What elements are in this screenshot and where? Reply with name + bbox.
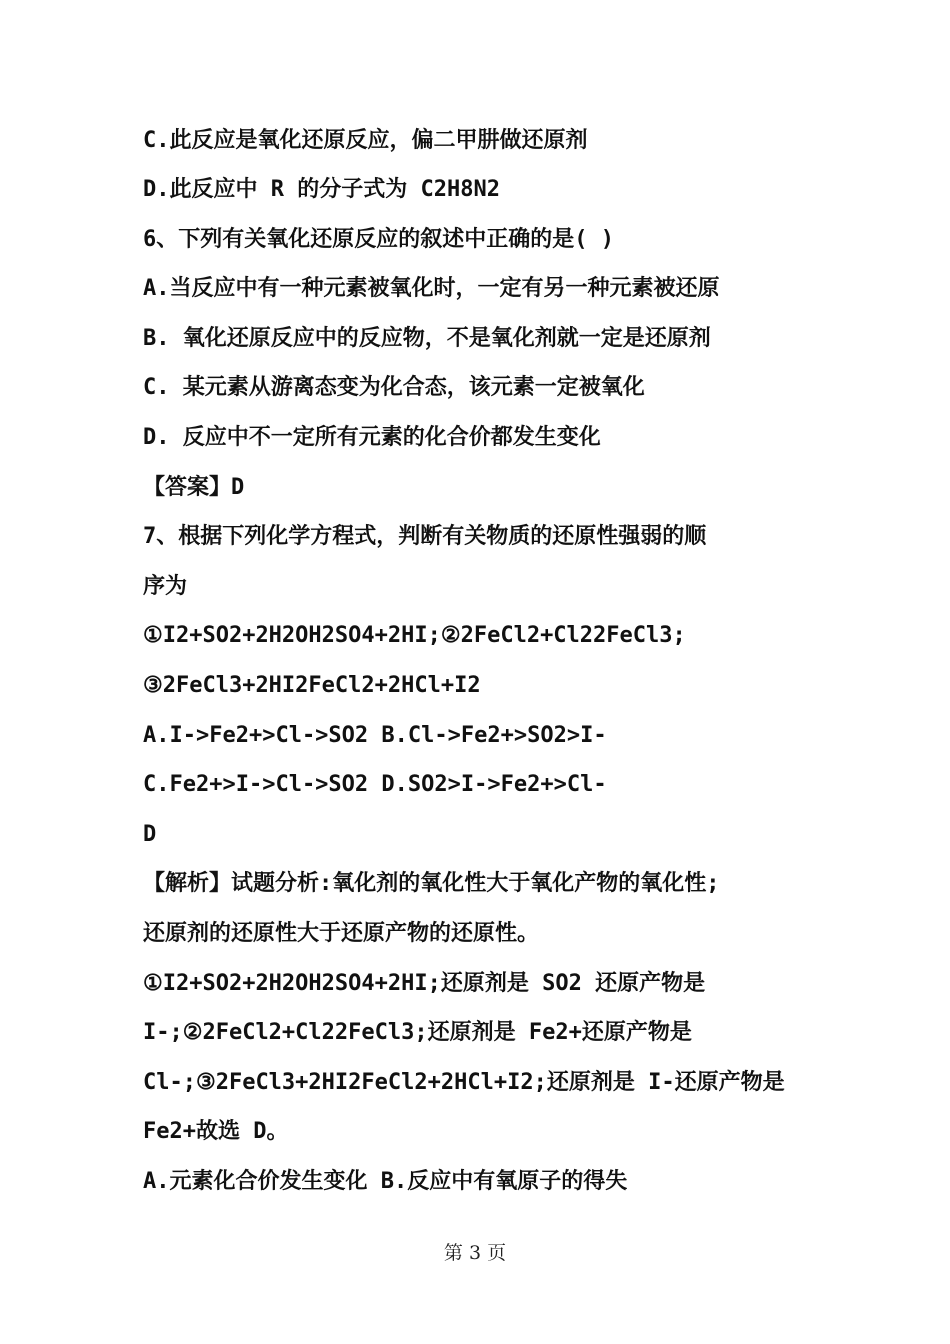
option-d-q6: D. 反应中不一定所有元素的化合价都发生变化 [143, 425, 601, 450]
question-7-stem-continued: 序为 [143, 574, 188, 599]
equations-1-2: ①I2+SO2+2H2OH2SO4+2HI;②2FeCl2+Cl22FeCl3; [143, 623, 686, 648]
analysis-line-2: 还原剂的还原性大于还原产物的还原性。 [143, 921, 540, 946]
answer-q6: 【答案】D [143, 475, 245, 500]
option-c-q6: C. 某元素从游离态变为化合态，该元素一定被氧化 [143, 375, 645, 400]
next-question-options: A.元素化合价发生变化 B.反应中有氧原子的得失 [143, 1169, 628, 1194]
analysis-equation-1: ①I2+SO2+2H2OH2SO4+2HI;还原剂是 SO2 还原产物是 [143, 971, 706, 996]
analysis-equation-3: Cl-;③2FeCl3+2HI2FeCl2+2HCl+I2;还原剂是 I-还原产物是 [143, 1070, 785, 1095]
option-c-q5: C.此反应是氧化还原反应，偏二甲肼做还原剂 [143, 128, 588, 153]
question-6-stem: 6、下列有关氧化还原反应的叙述中正确的是( ) [143, 227, 614, 252]
equation-3: ③2FeCl3+2HI2FeCl2+2HCl+I2 [143, 673, 481, 698]
analysis-conclusion: Fe2+故选 D。 [143, 1119, 289, 1144]
options-c-d-q7: C.Fe2+>I->Cl->SO2 D.SO2>I->Fe2+>Cl- [143, 772, 607, 797]
analysis-heading: 【解析】试题分析:氧化剂的氧化性大于氧化产物的氧化性; [143, 871, 720, 896]
answer-q7: D [143, 822, 157, 847]
option-b-q6: B. 氧化还原反应中的反应物，不是氧化剂就一定是还原剂 [143, 326, 711, 351]
question-7-stem: 7、根据下列化学方程式，判断有关物质的还原性强弱的顺 [143, 524, 707, 549]
options-a-b-q7: A.I->Fe2+>Cl->SO2 B.Cl->Fe2+>SO2>I- [143, 723, 607, 748]
page-number: 第 3 页 [443, 1242, 507, 1264]
analysis-equation-2: I-;②2FeCl2+Cl22FeCl3;还原剂是 Fe2+还原产物是 [143, 1020, 692, 1045]
option-d-q5: D.此反应中 R 的分子式为 C2H8N2 [143, 177, 500, 202]
option-a-q6: A.当反应中有一种元素被氧化时，一定有另一种元素被还原 [143, 276, 720, 301]
